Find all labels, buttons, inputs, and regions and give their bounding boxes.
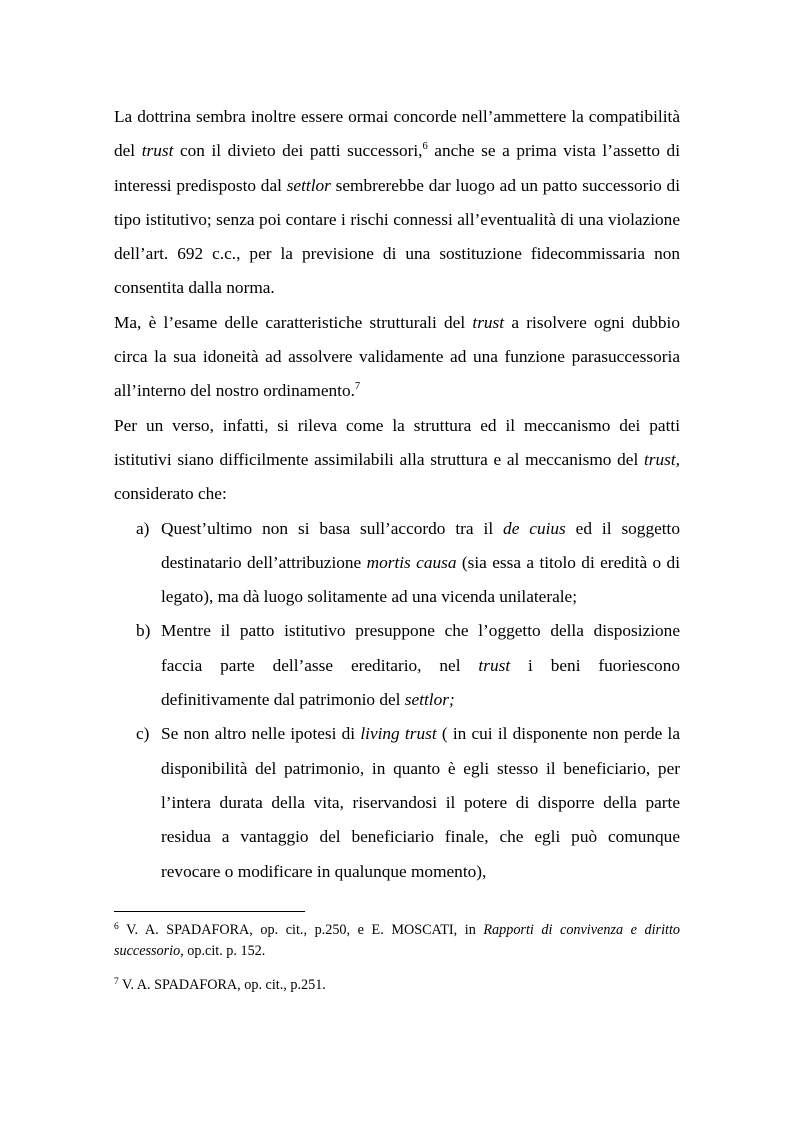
item-a-text-5: (sia essa a titolo di eredità o di legato), ma dà luogo solitamente ad una vicenda unilaterale; (161, 552, 681, 607)
p3-term-trust: trust, (643, 449, 680, 469)
list-marker-a: a) (136, 518, 150, 538)
p2-term-trust: trust (472, 312, 505, 332)
footnote-6-number: 6 (114, 922, 119, 932)
item-a-text-1: Quest’ultimo non si basa sull’accordo tra il (161, 518, 504, 538)
list-marker-c: c) (136, 724, 150, 744)
item-c-text-1: Se non altro nelle ipotesi di (161, 724, 361, 744)
p3-text-c: considerato che: (114, 484, 227, 504)
footnote-separator (114, 911, 305, 912)
body-text (114, 100, 680, 889)
footnote-6 (114, 920, 680, 962)
list-item-b (114, 614, 680, 717)
list-item-a (114, 512, 680, 615)
item-c-term-living-trust: living trust (360, 724, 437, 744)
item-b-term-settlor: settlor; (404, 690, 455, 710)
item-b-text-3: i beni fuoriescono definitivamente dal patrimonio del (161, 655, 680, 710)
footnote-7-number: 7 (114, 977, 119, 987)
item-b-text-1: Mentre il patto istitutivo presuppone che l’oggetto della disposizione faccia parte dell’asse ereditario, nel (161, 621, 680, 675)
footnote-ref-7[interactable]: 7 (354, 381, 361, 393)
list-item-c (114, 717, 680, 888)
footnotes (114, 920, 680, 1009)
p2-text-a: Ma, è l’esame delle caratteristiche strutturali del (114, 312, 473, 332)
paragraph-2 (114, 306, 680, 409)
list-marker-b: b) (136, 621, 151, 641)
footnote-6-text-a: V. A. SPADAFORA, op. cit., p.250, e E. MOSCATI, in (118, 922, 484, 938)
item-b-term-trust: trust (478, 655, 511, 675)
footnote-6-text-c: , op.cit. p. 152. (180, 943, 266, 959)
p1-text-f: sembrerebbe dar luogo ad un patto successorio di tipo istitutivo; senza poi contare i rischi connessi all’eventualità di una violazione dell’art. 692 c.c., per la previsione di una sostituzione fidecommissaria non consentita dalla norma. (114, 175, 680, 298)
item-a-text-3: ed il soggetto destinatario dell’attribuzione (161, 518, 681, 572)
p1-text-d: anche se a prima vista l’assetto di interessi predisposto dal (114, 141, 680, 195)
item-a-term-mortis-causa: mortis causa (366, 552, 457, 572)
footnote-ref-6[interactable]: 6 (422, 141, 428, 153)
item-c-text-3: ( in cui il disponente non perde la disponibilità del patrimonio, in quanto è egli stesso il beneficiario, per l’intera durata della vita, riservandosi il potere di disporre della parte residua a vantaggio del beneficiario finale, che egli può comunque revocare o modificare in qualunque momento), (161, 724, 680, 881)
p1-text-a: La dottrina sembra inoltre essere ormai concorde nell’ammettere la compatibilità del (114, 107, 680, 161)
list (114, 512, 680, 889)
footnote-6-title: Rapporti di convivenza e diritto successorio (114, 922, 681, 959)
paragraph-3 (114, 409, 680, 512)
p2-text-c: a risolvere ogni dubbio circa la sua idoneità ad assolvere validamente ad una funzione parasuccessoria all’interno del nostro ordinamento. (114, 312, 680, 401)
paragraph-1 (114, 100, 680, 306)
p1-term-trust: trust (141, 141, 174, 161)
item-a-term-de-cuius: de cuius (503, 518, 566, 538)
p1-text-c: con il divieto dei patti successori, (173, 141, 423, 161)
footnote-7 (114, 975, 680, 996)
footnote-7-text: V. A. SPADAFORA, op. cit., p.251. (118, 977, 326, 993)
p3-text-a: Per un verso, infatti, si rileva come la struttura ed il meccanismo dei patti istitutivi siano difficilmente assimilabili alla struttura e al meccanismo del (114, 415, 680, 469)
p1-term-settlor: settlor (286, 175, 331, 195)
